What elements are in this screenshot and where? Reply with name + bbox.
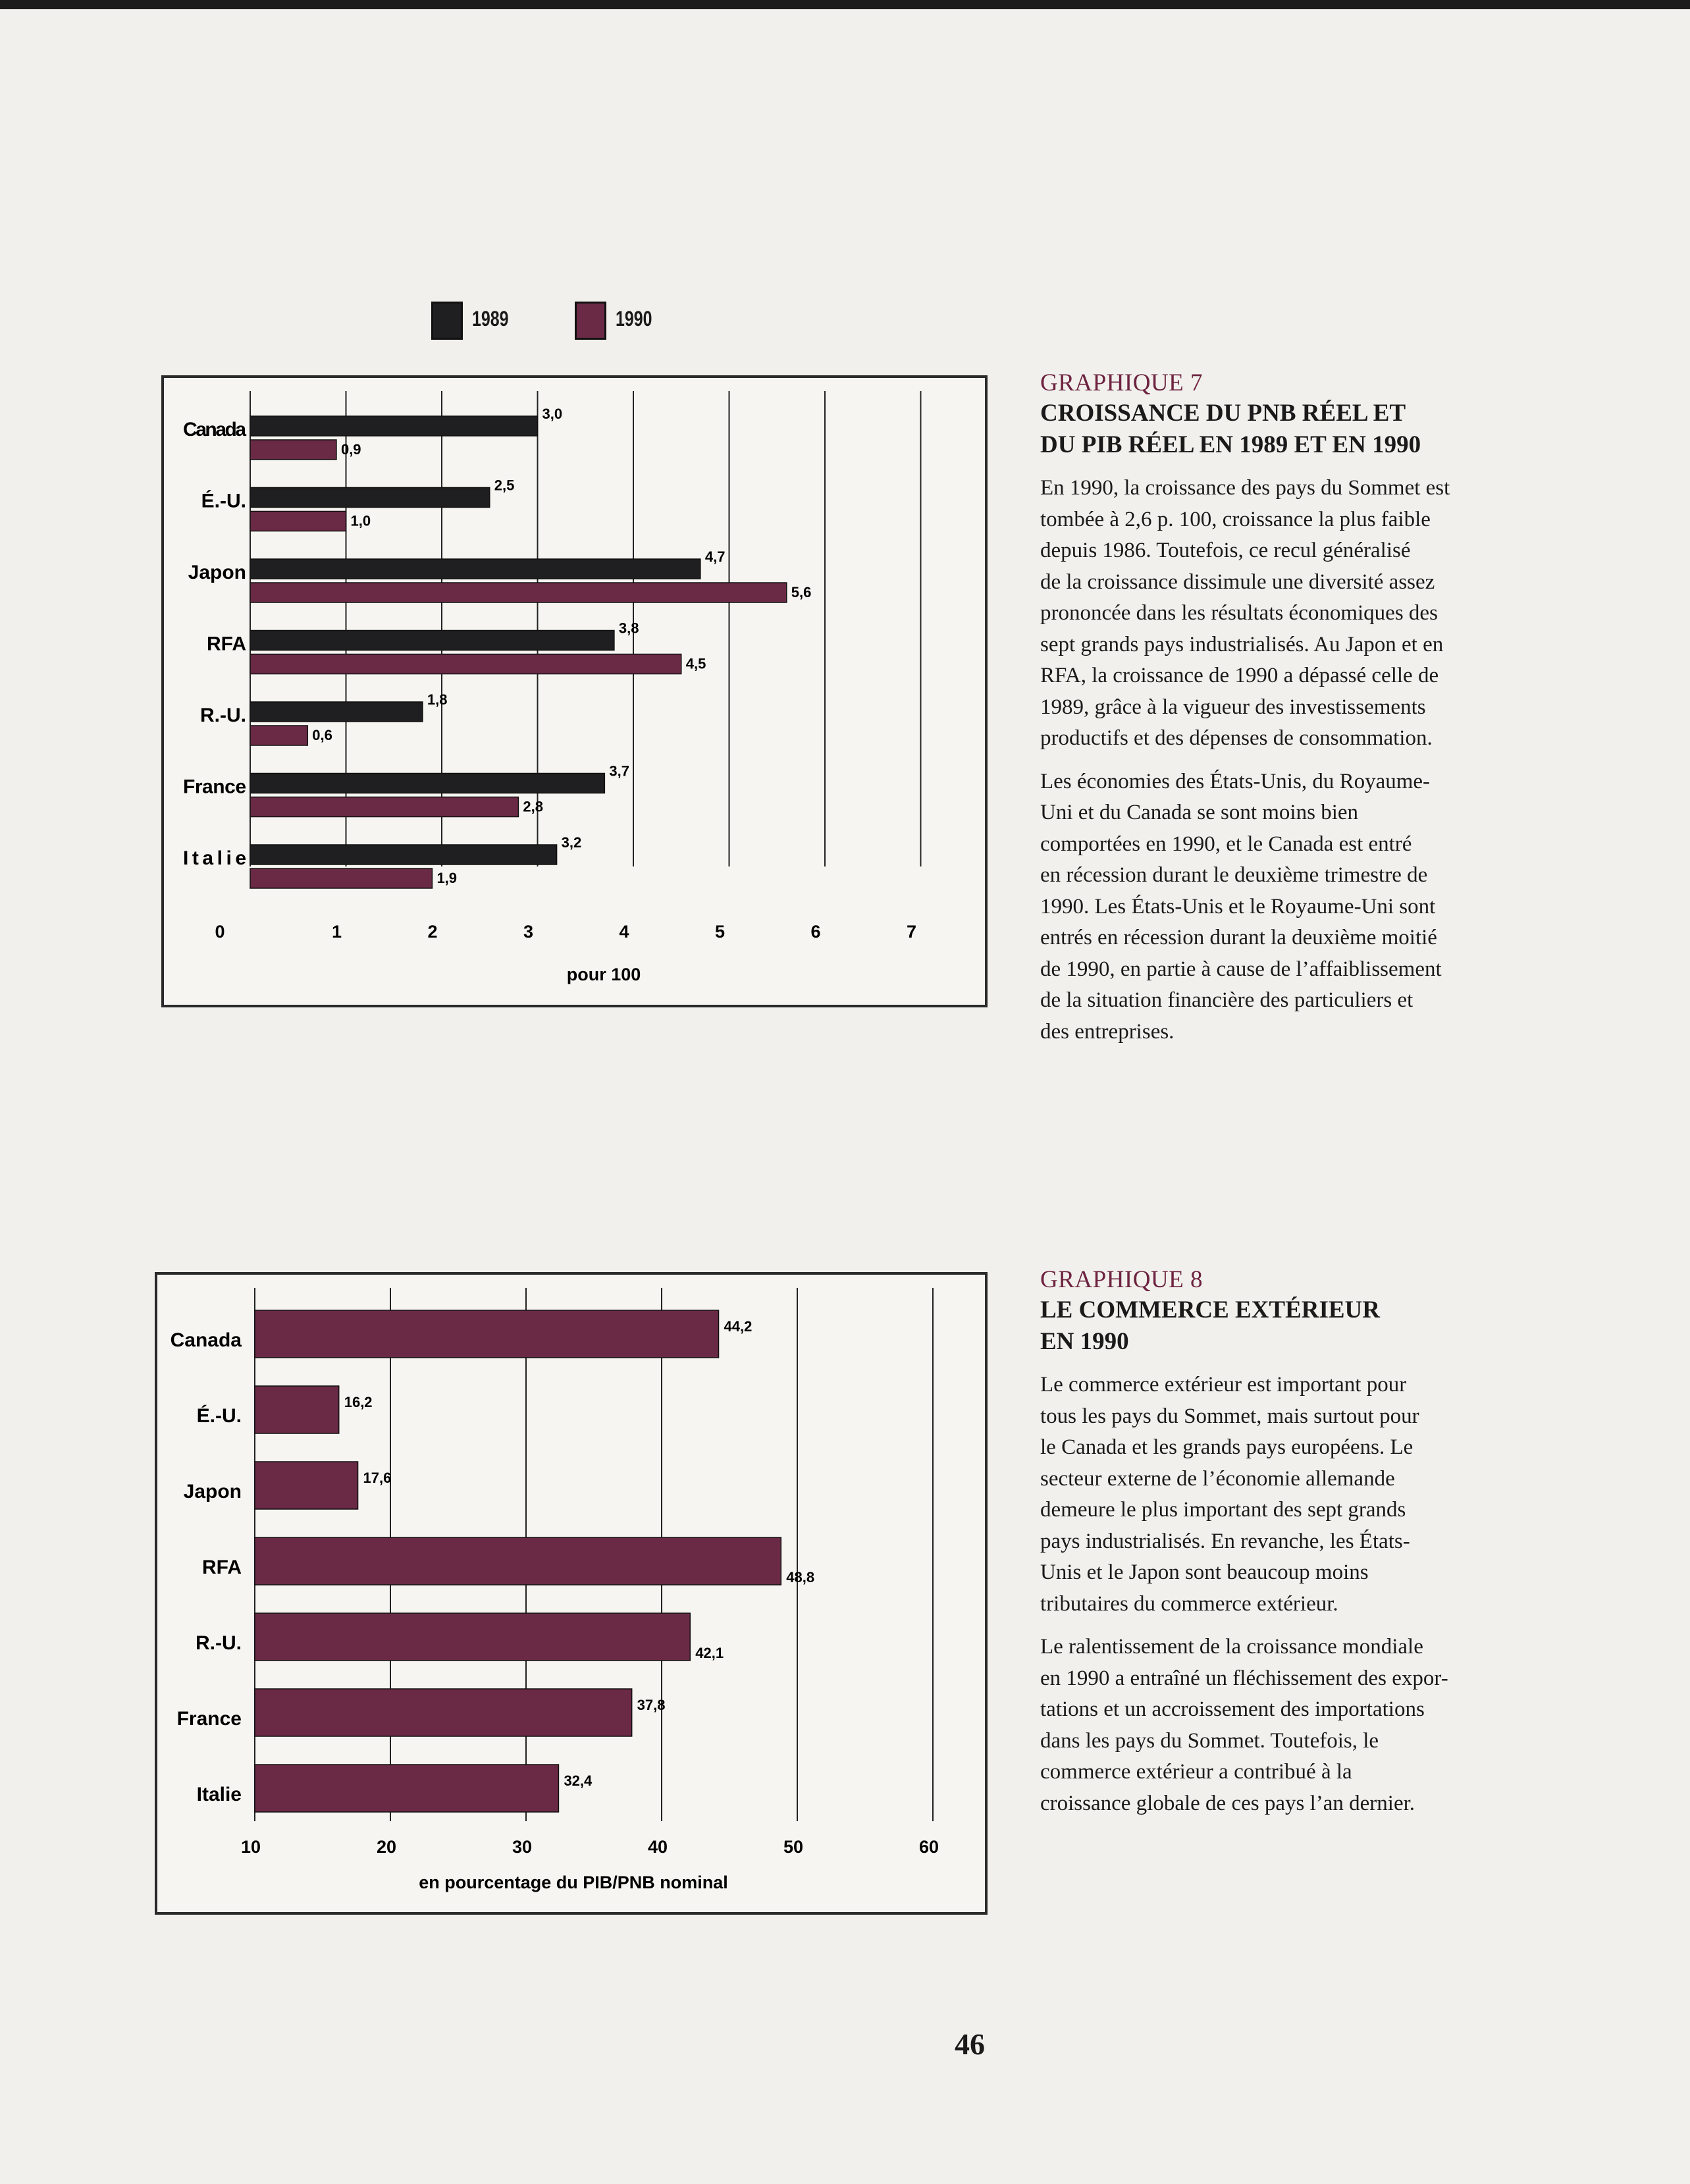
- chart7-data-label: 2,5: [494, 477, 515, 494]
- legend-label-1989: 1989: [472, 307, 509, 331]
- chart7-category-label: Japon: [188, 562, 246, 583]
- graph8-paragraph: [1040, 1370, 1514, 1620]
- paragraph-line: demeure le plus important des sept grands: [1040, 1498, 1406, 1522]
- paragraph-line: 1989, grâce à la vigueur des investissements: [1040, 695, 1426, 719]
- paragraph-line: en récession durant le deuxième trimestre de: [1040, 863, 1428, 887]
- chart7-bar-1990: [250, 440, 336, 460]
- paragraph-line: Le commerce extérieur est important pour: [1040, 1373, 1407, 1397]
- chart7-bar-1989: [250, 845, 557, 865]
- chart7-x-axis-label: pour 100: [566, 965, 641, 984]
- chart8-bar: [255, 1613, 690, 1661]
- graph7-number: GRAPHIQUE 7: [1040, 369, 1203, 396]
- graph8-paragraph: [1040, 1632, 1514, 1819]
- chart8-category-label: Italie: [196, 1784, 242, 1805]
- graph7-paragraph: [1040, 473, 1514, 755]
- chart7-tick-label: 5: [714, 922, 726, 942]
- paragraph-line: prononcée dans les résultats économiques des: [1040, 601, 1438, 625]
- chart7-bar-1989: [250, 702, 423, 722]
- graph8-text-block: [1040, 1265, 1514, 1831]
- chart8-tick-label: 10: [240, 1837, 261, 1857]
- paragraph-line: comportées en 1990, et le Canada est entré: [1040, 832, 1412, 856]
- chart8-category-label: France: [176, 1708, 242, 1730]
- paragraph-line: secteur externe de l’économie allemande: [1040, 1466, 1395, 1491]
- chart8-panel: [155, 1272, 988, 1915]
- paragraph-line: productifs et des dépenses de consommation.: [1040, 726, 1433, 750]
- chart8-data-label: 44,2: [724, 1318, 753, 1335]
- chart7-data-label: 4,7: [704, 548, 726, 565]
- chart8-category-label: R.-U.: [196, 1632, 242, 1654]
- paragraph-line: Les économies des États-Unis, du Royaume-: [1040, 769, 1431, 793]
- chart7-bar-1989: [250, 631, 614, 651]
- graph7-title: [1040, 398, 1514, 461]
- chart8-tick-label: 30: [512, 1837, 533, 1857]
- paragraph-line: le Canada et les grands pays européens. Le: [1040, 1435, 1413, 1459]
- chart8-tick-label: 20: [376, 1837, 397, 1857]
- chart7-data-label: 4,5: [685, 655, 706, 672]
- graph7-title-line: CROISSANCE DU PNB RÉEL ET: [1040, 400, 1406, 427]
- paragraph-line: tributaires du commerce extérieur.: [1040, 1591, 1338, 1616]
- chart7-category-label: France: [183, 776, 246, 798]
- graph8-title-line: LE COMMERCE EXTÉRIEUR: [1040, 1296, 1380, 1323]
- chart7-tick-label: 3: [523, 922, 534, 942]
- paragraph-line: Le ralentissement de la croissance mondiale: [1040, 1635, 1423, 1659]
- paragraph-line: commerce extérieur a contribué à la: [1040, 1760, 1352, 1784]
- paragraph-line: dans les pays du Sommet. Toutefois, le: [1040, 1728, 1379, 1753]
- chart7-category-label: R.-U.: [200, 705, 246, 726]
- chart8-category-label: RFA: [202, 1557, 242, 1578]
- chart7-category-label: RFA: [207, 633, 246, 655]
- chart7-gridlines: [250, 391, 921, 866]
- chart7-data-label: 3,2: [561, 834, 582, 851]
- legend-swatch-1989: [431, 302, 463, 340]
- chart7-bar-1989: [250, 774, 604, 793]
- chart7-bar-1990: [250, 654, 681, 674]
- chart7-panel: [161, 375, 988, 1007]
- paragraph-line: tous les pays du Sommet, mais surtout pour: [1040, 1404, 1419, 1428]
- paragraph-line: entrés en récession durant la deuxième moitié: [1040, 926, 1437, 949]
- chart8-bar: [255, 1537, 781, 1585]
- page-number: 46: [955, 2027, 985, 2061]
- paragraph-line: depuis 1986. Toutefois, ce recul généralisé: [1040, 539, 1411, 562]
- chart8-bar: [255, 1765, 558, 1812]
- chart7-tick-label: 7: [906, 922, 917, 942]
- chart7-bar-1990: [250, 726, 307, 745]
- chart7-bar-1990: [250, 583, 787, 602]
- chart8-data-label: 17,6: [363, 1470, 392, 1486]
- paragraph-line: de 1990, en partie à cause de l’affaiblissement: [1040, 957, 1442, 981]
- chart8-svg: [157, 1275, 990, 1917]
- paragraph-line: en 1990 a entraîné un fléchissement des expor-: [1040, 1666, 1448, 1690]
- chart7-data-label: 3,8: [618, 620, 639, 637]
- chart7-bar-1989: [250, 559, 700, 579]
- paragraph-line: En 1990, la croissance des pays du Sommet est: [1040, 476, 1450, 500]
- chart7-data-label: 0,6: [312, 727, 332, 743]
- chart7-tick-label: 1: [331, 922, 342, 942]
- chart7-data-label: 2,8: [523, 798, 543, 815]
- graph7-text-block: [1040, 369, 1514, 1059]
- chart8-data-label: 42,1: [695, 1645, 724, 1661]
- chart8-bar: [255, 1462, 358, 1509]
- chart7-tick-label: 4: [619, 922, 629, 942]
- graph7-title-line: DU PIB RÉEL EN 1989 ET EN 1990: [1040, 431, 1421, 458]
- chart7-tick-label: 2: [427, 922, 438, 942]
- chart7-data-label: 0,9: [340, 441, 361, 458]
- top-border-band: [0, 0, 1690, 9]
- paragraph-line: tombée à 2,6 p. 100, croissance la plus faible: [1040, 507, 1431, 531]
- chart8-bar: [255, 1689, 632, 1736]
- chart7-tick-label: 6: [810, 922, 821, 942]
- chart7-category-label: É.-U.: [201, 490, 246, 512]
- graph8-title: [1040, 1294, 1514, 1358]
- chart7-category-label: Italie: [183, 847, 246, 869]
- chart7-data-label: 3,0: [542, 406, 563, 422]
- paragraph-line: RFA, la croissance de 1990 a dépassé celle de: [1040, 664, 1439, 687]
- graph8-title-line: EN 1990: [1040, 1328, 1129, 1355]
- paragraph-line: pays industrialisés. En revanche, les États-: [1040, 1529, 1410, 1553]
- paragraph-line: tations et un accroissement des importations: [1040, 1697, 1425, 1721]
- graph8-number: GRAPHIQUE 8: [1040, 1266, 1203, 1293]
- paragraph-line: Uni et du Canada se sont moins bien: [1040, 801, 1359, 824]
- chart7-bar-1990: [250, 868, 432, 888]
- legend-swatch-1990: [575, 302, 606, 340]
- chart7-category-label: Canada: [183, 419, 246, 440]
- paragraph-line: croissance globale de ces pays l’an dernier.: [1040, 1791, 1415, 1815]
- chart7-bar-1989: [250, 488, 490, 508]
- chart7-svg: [164, 378, 990, 1010]
- chart7-legend: [431, 302, 695, 348]
- paragraph-line: des entreprises.: [1040, 1019, 1175, 1044]
- chart7-data-label: 1,0: [350, 512, 371, 529]
- chart8-data-label: 16,2: [344, 1394, 373, 1410]
- legend-label-1990: 1990: [616, 307, 652, 331]
- chart8-tick-label: 50: [783, 1837, 804, 1857]
- paragraph-line: 1990. Les États-Unis et le Royaume-Uni sont: [1040, 894, 1436, 919]
- chart7-data-label: 1,8: [427, 691, 448, 708]
- chart8-data-label: 37,8: [637, 1697, 666, 1713]
- paragraph-line: Unis et le Japon sont beaucoup moins: [1040, 1560, 1369, 1584]
- chart7-data-label: 3,7: [609, 762, 629, 780]
- chart8-bar: [255, 1386, 339, 1433]
- chart8-category-label: Canada: [170, 1329, 242, 1351]
- chart7-data-label: 1,9: [436, 870, 458, 886]
- chart8-tick-label: 40: [647, 1837, 668, 1857]
- chart7-tick-label: 0: [215, 922, 225, 942]
- chart8-bar: [255, 1310, 719, 1358]
- chart7-data-label: 5,6: [791, 584, 812, 600]
- chart8-tick-label: 60: [918, 1837, 939, 1857]
- chart8-data-label: 48,8: [786, 1569, 815, 1585]
- chart8-data-label: 32,4: [564, 1772, 593, 1789]
- chart7-bar-1990: [250, 512, 346, 531]
- chart7-bar-1989: [250, 416, 538, 436]
- chart7-bar-1990: [250, 797, 518, 817]
- chart8-category-label: É.-U.: [196, 1405, 242, 1427]
- paragraph-line: de la situation financière des particuliers et: [1040, 988, 1413, 1012]
- paragraph-line: de la croissance dissimule une diversité assez: [1040, 570, 1435, 594]
- paragraph-line: sept grands pays industrialisés. Au Japon et en: [1040, 632, 1444, 656]
- chart8-category-label: Japon: [183, 1481, 242, 1503]
- graph7-paragraph: [1040, 766, 1514, 1048]
- chart8-x-axis-label: en pourcentage du PIB/PNB nominal: [419, 1873, 728, 1892]
